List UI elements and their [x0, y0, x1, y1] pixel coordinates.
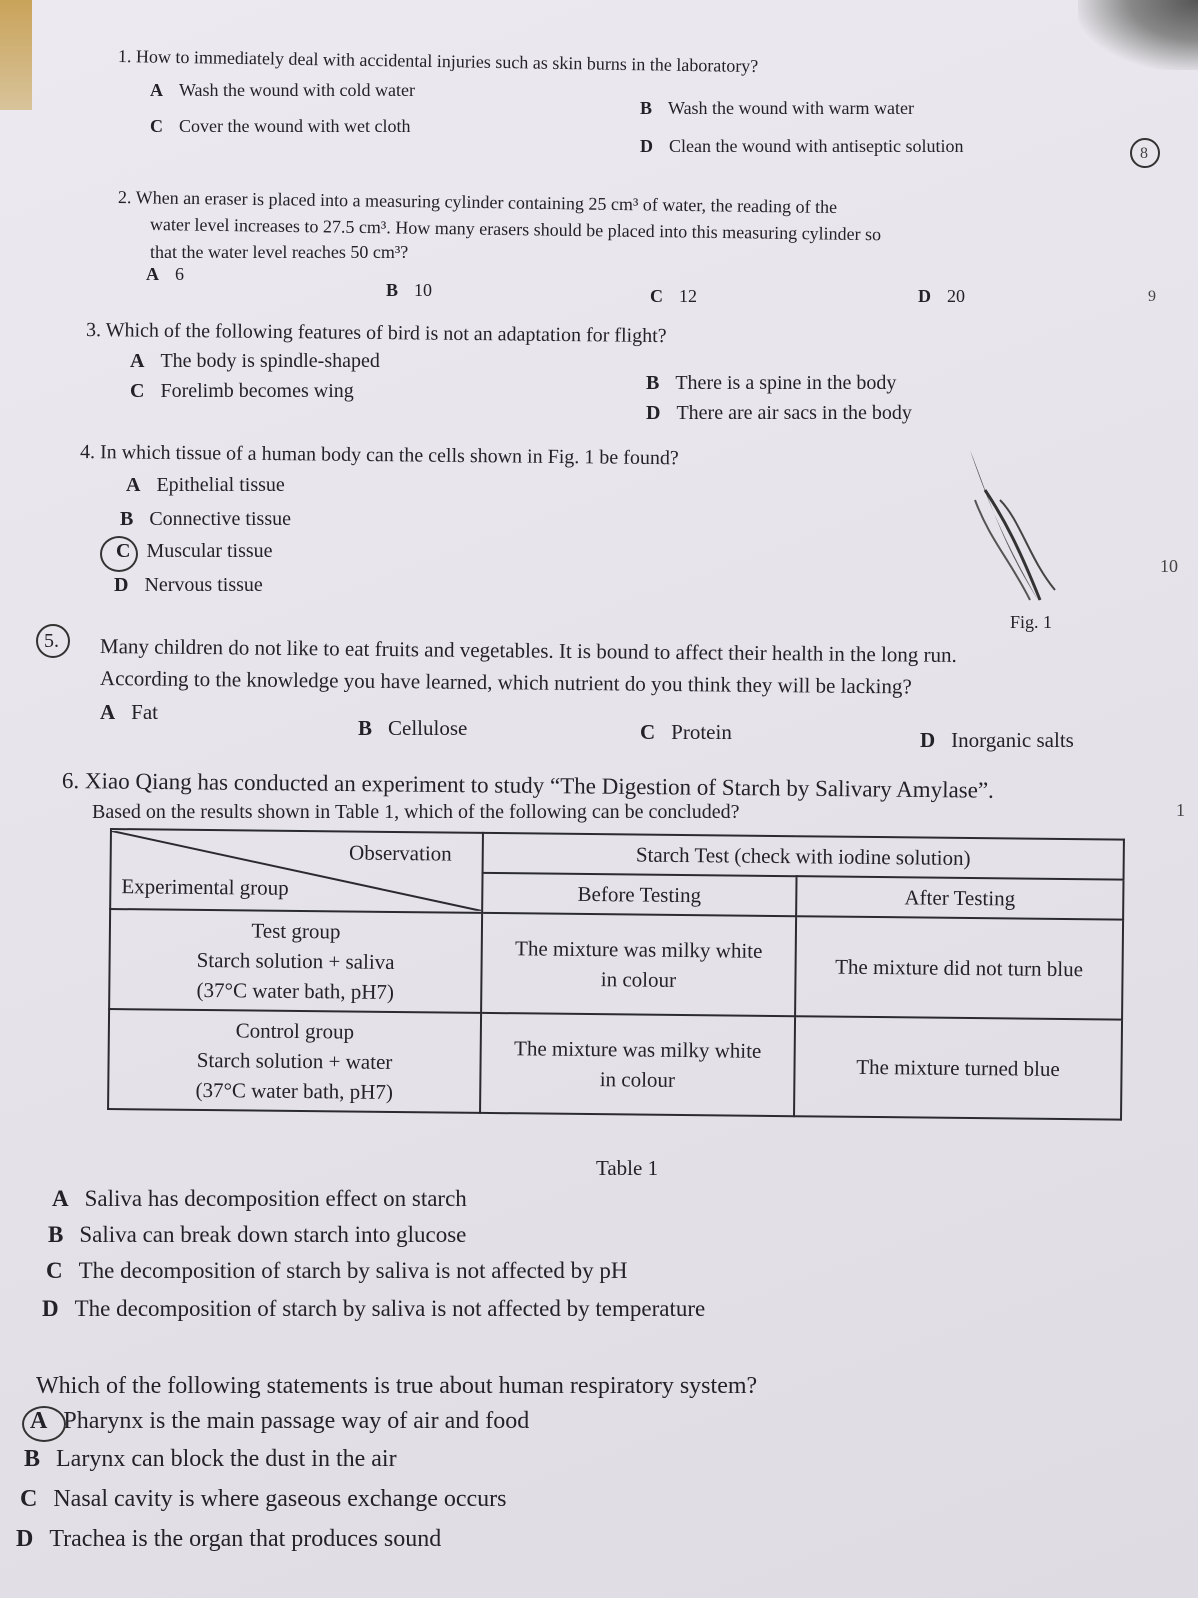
- q6-option-b[interactable]: B Saliva can break down starch into glucose: [48, 1222, 467, 1247]
- table-header-row: [111, 829, 1124, 880]
- test-group-cell: [109, 909, 482, 1013]
- observation-label: Observation: [348, 840, 452, 866]
- q4-option-b[interactable]: B Connective tissue: [120, 508, 291, 530]
- group-contents: Starch solution + saliva: [196, 947, 395, 974]
- after-testing-header: After Testing: [796, 876, 1123, 919]
- q4-option-d[interactable]: D Nervous tissue: [114, 574, 263, 596]
- q3-option-a[interactable]: A The body is spindle-shaped: [130, 350, 380, 372]
- q3-option-c[interactable]: C Forelimb becomes wing: [130, 380, 354, 402]
- q4-option-c[interactable]: C Muscular tissue: [116, 540, 273, 562]
- answer-circle-q5: [36, 624, 70, 658]
- table-row: [109, 909, 1123, 1020]
- q7-option-c[interactable]: C Nasal cavity is where gaseous exchange occurs: [20, 1486, 507, 1512]
- q1-option-d[interactable]: D Clean the wound with antiseptic solution: [640, 136, 964, 156]
- experimental-group-label: Experimental group: [121, 874, 289, 900]
- before-text-1: The mixture was milky white: [513, 1036, 762, 1063]
- margin-note-1: 1: [1176, 800, 1185, 820]
- group-conditions: (37°C water bath, pH7): [195, 1077, 394, 1104]
- table-1: [107, 828, 1125, 1121]
- group-name: Test group: [251, 918, 341, 944]
- fig1-caption: Fig. 1: [1010, 612, 1053, 632]
- q2-line2: water level increases to 27.5 cm³. How many erasers should be placed into this measuring cylinder so: [149, 214, 882, 245]
- q1-option-c[interactable]: C Cover the wound with wet cloth: [150, 116, 411, 136]
- before-text-2: in colour: [599, 1067, 676, 1092]
- group-contents: Starch solution + water: [196, 1047, 393, 1074]
- margin-note-10: 10: [1160, 556, 1178, 576]
- answer-circle-q7: [22, 1406, 66, 1442]
- q1-stem: 1. How to immediately deal with accidental injuries such as skin burns in the laboratory?: [117, 46, 759, 77]
- q5-option-c[interactable]: C Protein: [640, 720, 732, 744]
- group-conditions: (37°C water bath, pH7): [196, 977, 395, 1004]
- q2-option-c[interactable]: C 12: [650, 286, 697, 306]
- paper-edge-left: [0, 0, 32, 110]
- fig1-muscle-cells: [960, 450, 1070, 610]
- q7-stem: Which of the following statements is true about human respiratory system?: [36, 1373, 758, 1399]
- q5-number: 5.: [44, 630, 59, 652]
- before-text-1: The mixture was milky white: [514, 936, 763, 963]
- q2-option-a[interactable]: A 6: [146, 264, 184, 284]
- q7-option-b[interactable]: B Larynx can block the dust in the air: [24, 1446, 397, 1472]
- q2-option-d[interactable]: D 20: [918, 286, 965, 306]
- margin-circle: [1130, 138, 1160, 168]
- table-header-diagonal-cell: [110, 829, 483, 913]
- q4-stem: 4. In which tissue of a human body can the cells shown in Fig. 1 be found?: [79, 441, 679, 470]
- q6-line1: 6. Xiao Qiang has conducted an experiment to study “The Digestion of Starch by Salivary Amylase”.: [61, 768, 994, 803]
- group-name: Control group: [235, 1018, 355, 1044]
- q5-option-a[interactable]: A Fat: [100, 700, 159, 724]
- q5-option-b[interactable]: B Cellulose: [358, 716, 468, 740]
- margin-note-9: 9: [1148, 288, 1156, 305]
- before-cell: [481, 913, 796, 1016]
- table-caption: Table 1: [596, 1156, 659, 1180]
- before-cell: [480, 1013, 795, 1116]
- q3-option-d[interactable]: D There are air sacs in the body: [646, 402, 912, 424]
- before-text-2: in colour: [600, 967, 677, 992]
- q7-option-a[interactable]: A Pharynx is the main passage way of air and food: [30, 1408, 530, 1434]
- q6-option-d[interactable]: D The decomposition of starch by saliva is not affected by temperature: [42, 1296, 706, 1321]
- q3-stem: 3. Which of the following features of bird is not an adaptation for flight?: [85, 319, 667, 348]
- q2-line1: 2. When an eraser is placed into a measuring cylinder containing 25 cm³ of water, the reading of the: [117, 187, 838, 218]
- q6-option-c[interactable]: C The decomposition of starch by saliva is not affected by pH: [46, 1258, 628, 1283]
- q5-option-d[interactable]: D Inorganic salts: [920, 728, 1074, 752]
- answer-circle-q4: [100, 536, 138, 572]
- q5-line1: Many children do not like to eat fruits and vegetables. It is bound to affect their health in the long run.: [99, 634, 957, 667]
- paper-edge-right: [1078, 0, 1198, 70]
- q1-option-b[interactable]: B Wash the wound with warm water: [640, 98, 915, 118]
- q3-option-b[interactable]: B There is a spine in the body: [646, 372, 897, 394]
- before-testing-header: Before Testing: [482, 873, 796, 916]
- q1-option-a[interactable]: A Wash the wound with cold water: [150, 80, 415, 100]
- table-row: [108, 1009, 1122, 1120]
- control-group-cell: [108, 1009, 481, 1113]
- q5-line2: According to the knowledge you have learned, which nutrient do you think they will be lacking?: [99, 666, 912, 699]
- q6-line2: Based on the results shown in Table 1, which of the following can be concluded?: [92, 801, 740, 823]
- q7-option-d[interactable]: D Trachea is the organ that produces sound: [16, 1526, 442, 1552]
- q4-option-a[interactable]: A Epithelial tissue: [126, 474, 285, 496]
- after-cell: The mixture turned blue: [794, 1016, 1122, 1119]
- starch-test-header: Starch Test (check with iodine solution): [483, 833, 1124, 880]
- q6-option-a[interactable]: A Saliva has decomposition effect on starch: [52, 1186, 467, 1211]
- margin-note-8: 8: [1140, 145, 1148, 162]
- after-cell: The mixture did not turn blue: [795, 916, 1123, 1019]
- q2-option-b[interactable]: B 10: [386, 280, 433, 300]
- q2-line3: that the water level reaches 50 cm³?: [150, 242, 409, 262]
